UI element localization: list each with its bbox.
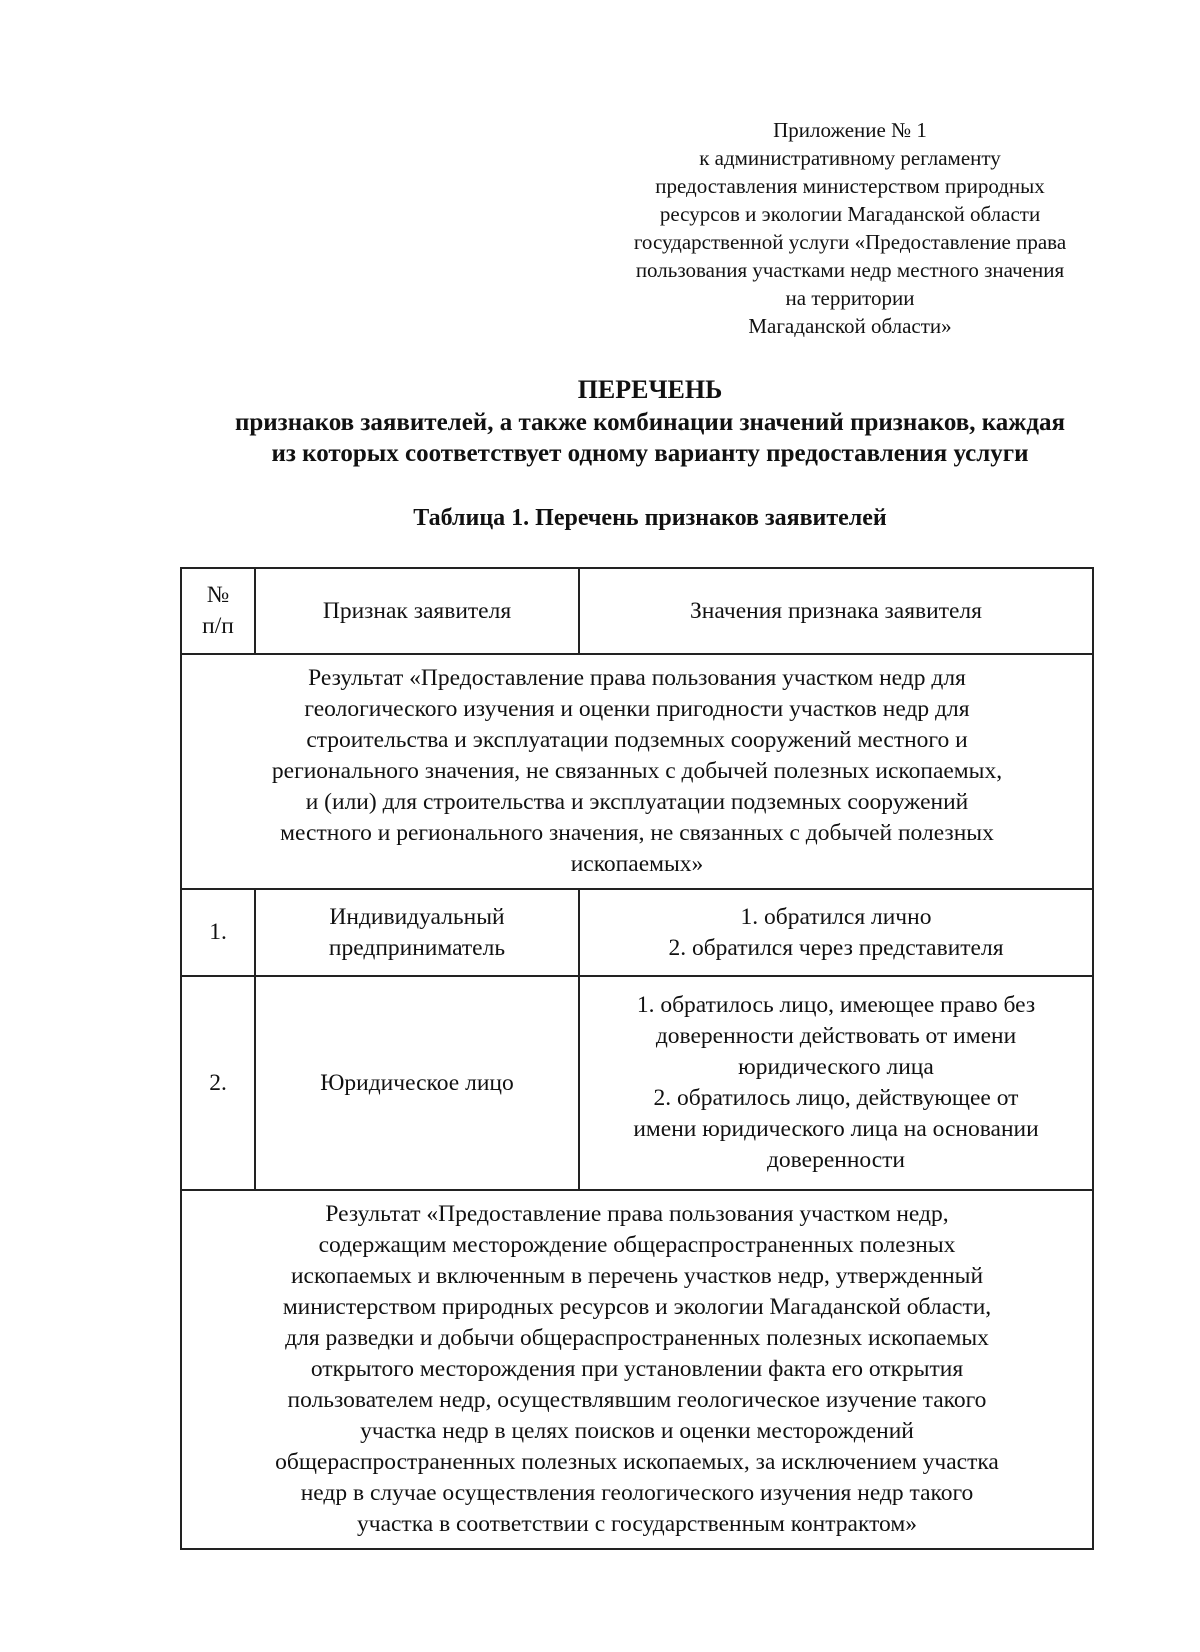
value-line: 1. обратилось лицо, имеющее право без (636, 992, 1036, 1018)
row-sign-cell (255, 976, 579, 1190)
row-sign-cell (255, 889, 579, 976)
table-header-row (181, 568, 1093, 654)
value-line: имени юридического лица на основании (633, 1116, 1039, 1142)
sign-line: предприниматель (328, 934, 506, 961)
row-values-cell (579, 889, 1093, 976)
header-num-line: п/п (202, 613, 234, 639)
value-line: 2. обратилось лицо, действующее от (653, 1085, 1019, 1111)
document-title: ПЕРЕЧЕНЬ (577, 375, 723, 404)
result-line: содержащим месторождение общераспространенных полезных (318, 1232, 956, 1258)
appendix-line: Магаданской области» (748, 314, 952, 338)
result-cell (181, 654, 1093, 889)
result-row (181, 1190, 1093, 1549)
result-line: открытого месторождения при установлении факта его открытия (310, 1356, 964, 1382)
header-num-line: № (206, 582, 230, 608)
document-subtitle (60, 407, 1200, 469)
result-line: геологического изучения и оценки пригодности участков недр для (304, 696, 970, 722)
header-num-cell (181, 568, 255, 654)
appendix-line: предоставления министерством природных (655, 174, 1045, 198)
appendix-line: пользования участками недр местного значения (635, 258, 1065, 282)
sign-line: Индивидуальный (329, 903, 505, 930)
subtitle-line: из которых соответствует одному варианту предоставления услуги (271, 440, 1029, 467)
result-line: строительства и эксплуатации подземных сооружений местного и (306, 727, 968, 753)
value-line: 1. обратился лично (740, 903, 932, 930)
appendix-header (590, 116, 1110, 340)
table-row (181, 889, 1093, 976)
appendix-line: Приложение № 1 (773, 118, 927, 142)
result-row (181, 654, 1093, 889)
table-title: Таблица 1. Перечень признаков заявителей (413, 505, 887, 531)
appendix-line: государственной услуги «Предоставление права (633, 230, 1067, 254)
row-num-cell: 2. (181, 976, 255, 1190)
result-line: участка недр в целях поисков и оценки месторождений (360, 1418, 914, 1444)
result-line: местного и регионального значения, не связанных с добычей полезных (280, 820, 994, 846)
result-line: общераспространенных полезных ископаемых, за исключением участка (275, 1449, 999, 1475)
header-sign-cell: Признак заявителя (255, 568, 579, 654)
value-line: доверенности (766, 1147, 906, 1173)
result-line: ископаемых» (570, 851, 704, 877)
value-line: доверенности действовать от имени (655, 1023, 1017, 1049)
value-line: юридического лица (738, 1054, 934, 1080)
applicant-signs-table (180, 567, 1094, 1550)
table-row (181, 976, 1093, 1190)
result-line: Результат «Предоставление права пользования участком недр, (325, 1201, 949, 1227)
appendix-line: к административному регламенту (699, 146, 1001, 170)
result-line: пользователем недр, осуществлявшим геологическое изучение такого (287, 1387, 987, 1413)
subtitle-line: признаков заявителей, а также комбинации значений признаков, каждая (234, 409, 1066, 436)
result-line: ископаемых и включенным в перечень участков недр, утвержденный (290, 1263, 984, 1289)
result-line: Результат «Предоставление права пользования участком недр для (308, 665, 966, 691)
result-line: участка в соответствии с государственным контрактом» (357, 1511, 917, 1537)
result-line: регионального значения, не связанных с добычей полезных ископаемых, (271, 758, 1003, 784)
header-values-cell: Значения признака заявителя (579, 568, 1093, 654)
result-cell (181, 1190, 1093, 1549)
sign-line: Юридическое лицо (320, 1069, 514, 1096)
value-line: 2. обратился через представителя (668, 934, 1004, 961)
row-values-cell (579, 976, 1093, 1190)
appendix-line: на территории (785, 286, 915, 310)
result-line: министерством природных ресурсов и экологии Магаданской области, (282, 1294, 992, 1320)
row-num-cell: 1. (181, 889, 255, 976)
result-line: для разведки и добычи общераспространенных полезных ископаемых (285, 1325, 989, 1351)
appendix-line: ресурсов и экологии Магаданской области (659, 202, 1041, 226)
result-line: недр в случае осуществления геологического изучения недр такого (300, 1480, 974, 1506)
result-line: и (или) для строительства и эксплуатации подземных сооружений (305, 789, 969, 815)
